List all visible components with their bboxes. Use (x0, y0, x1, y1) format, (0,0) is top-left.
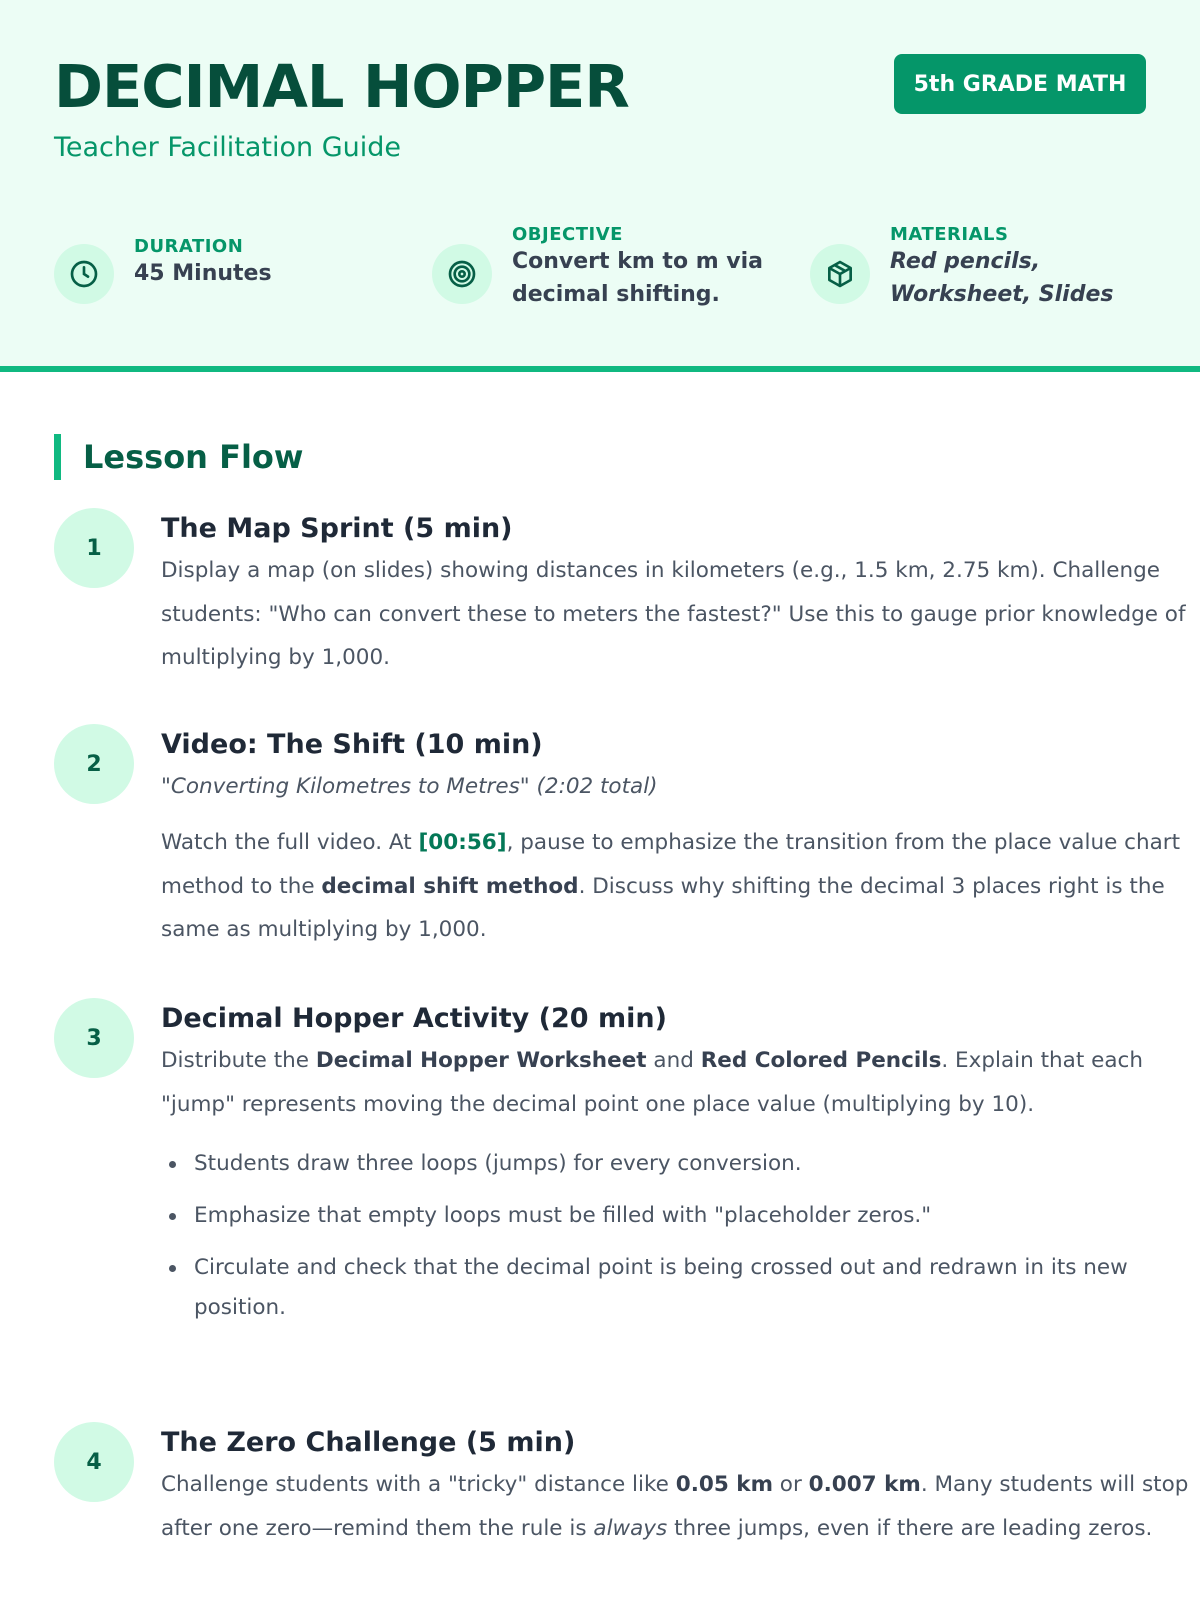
step-number-badge: 2 (54, 724, 134, 804)
tricky-distance-2: 0.007 km (808, 1472, 921, 1497)
duration-label: DURATION (134, 236, 244, 257)
duration-value: 45 Minutes (134, 261, 272, 286)
step-title: The Map Sprint (5 min) (161, 513, 513, 544)
grade-badge: 5th GRADE MATH (894, 54, 1146, 114)
objective-value-line1: Convert km to m via (512, 249, 764, 274)
objective-label: OBJECTIVE (512, 224, 623, 245)
list-item: Students draw three loops (jumps) for every conversion. (161, 1144, 1200, 1184)
clock-icon (54, 244, 114, 304)
list-item: Circulate and check that the decimal point is being crossed out and redrawn in its new position. (161, 1248, 1200, 1328)
tricky-distance-1: 0.05 km (675, 1472, 773, 1497)
emphasis-text: decimal shift method (321, 873, 579, 899)
materials-label: MATERIALS (890, 224, 1009, 245)
page-header (0, 0, 1200, 372)
step-description: Display a map (on slides) showing distances in kilometers (e.g., 1.5 km, 2.75 km). Challenge students: "Who can convert these to meters the fastest?" Use this to gauge prior knowledge of multiplying by 1,000. (161, 558, 1186, 670)
step-description: Watch the full video. At [00:56], pause to emphasize the transition from the place value chart method to the decimal shift method. Discuss why shifting the decimal 3 places right is the same as multiplying by 1,000. (161, 830, 1181, 942)
step-title: Decimal Hopper Activity (20 min) (161, 1003, 667, 1034)
box-icon (810, 244, 870, 304)
objective-value-line2: decimal shifting. (512, 282, 720, 307)
step-number-badge: 4 (54, 1422, 134, 1502)
step-description: Challenge students with a "tricky" distance like 0.05 km or 0.007 km. Many students will stop after one zero—remind them the rule is always three jumps, even if there are leading zeros. (161, 1472, 1189, 1541)
page-subtitle: Teacher Facilitation Guide (54, 132, 401, 163)
worksheet-name: Decimal Hopper Worksheet (315, 1048, 647, 1073)
step-number-badge: 3 (54, 998, 134, 1078)
video-timestamp: [00:56] (418, 830, 507, 855)
page-title: DECIMAL HOPPER (54, 52, 629, 121)
target-icon (432, 244, 492, 304)
list-item: Emphasize that empty loops must be filled with "placeholder zeros." (161, 1196, 1200, 1236)
step-title: Video: The Shift (10 min) (161, 729, 543, 760)
step-description: Distribute the Decimal Hopper Worksheet and Red Colored Pencils. Explain that each "jump" represents moving the decimal point one place value (multiplying by 10). (161, 1048, 1143, 1117)
video-title: "Converting Kilometres to Metres" (2:02 total) (161, 774, 658, 799)
step-number-badge: 1 (54, 508, 134, 588)
lesson-flow-heading: Lesson Flow (54, 434, 303, 480)
materials-value-line1: Red pencils, (890, 249, 1041, 274)
activity-bullet-list (161, 1144, 1200, 1328)
step-title: The Zero Challenge (5 min) (161, 1427, 576, 1458)
pencils-name: Red Colored Pencils (700, 1048, 942, 1073)
materials-value-line2: Worksheet, Slides (890, 282, 1114, 307)
emphasis-always: always (593, 1515, 668, 1541)
